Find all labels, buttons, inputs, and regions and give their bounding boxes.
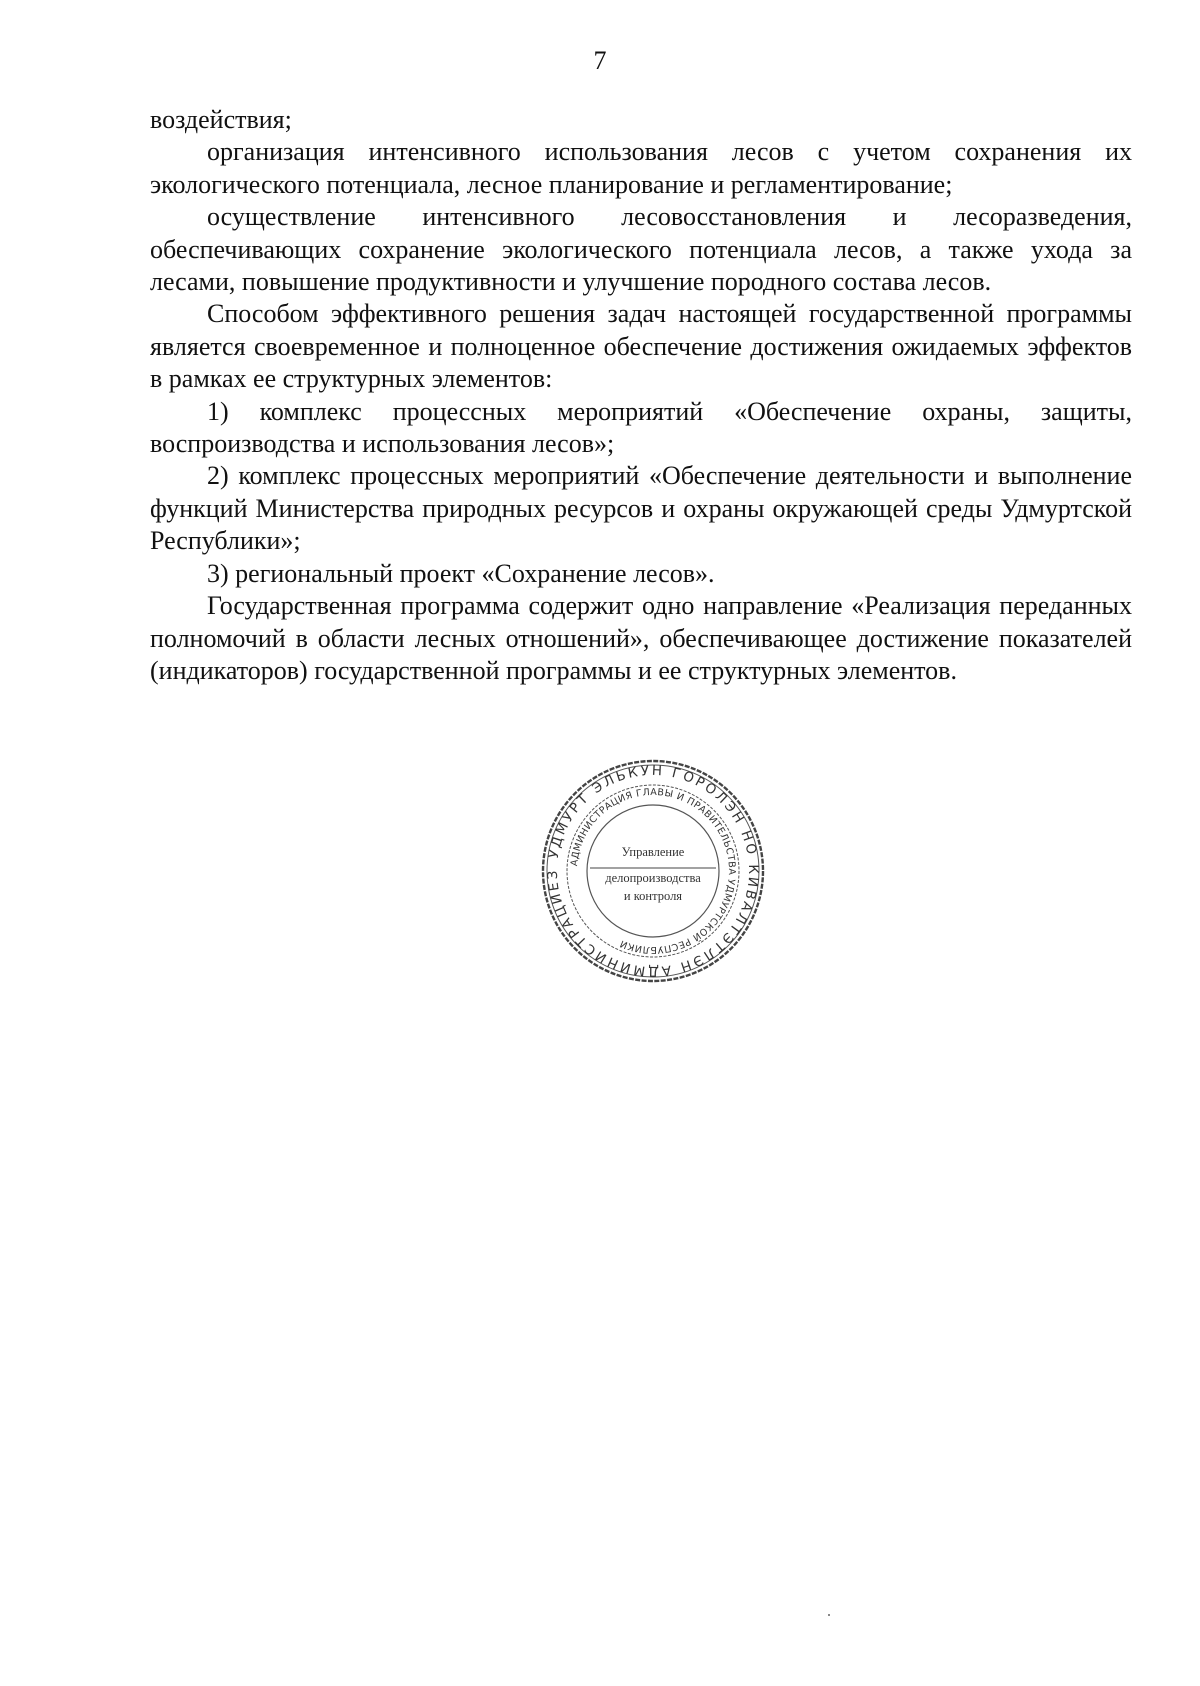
stamp-outer-text: УДМУРТ ЭЛЬКУН ГОРОЛЭН НО КИВАЛТЭТЛЭН АДМИНИСТРАЦИЕЗ bbox=[544, 762, 762, 980]
paragraph-4: Способом эффективного решения задач настоящей государственной программы является своевременное и полноценное обеспечение достижения ожидаемых эффектов в рамках ее структурных элементов: bbox=[150, 299, 1132, 394]
paragraph-2: организация интенсивного использования лесов с учетом сохранения их экологического потенциала, лесное планирование и регламентирование; bbox=[150, 137, 1132, 199]
paragraph-7: 3) региональный проект «Сохранение лесов». bbox=[207, 558, 715, 588]
paragraph-3: осуществление интенсивного лесовосстановления и лесоразведения, обеспечивающих сохранение экологического потенциала лесов, а также ухода за лесами, повышение продуктивности и улучшение породного состава лесов. bbox=[150, 202, 1132, 297]
stamp-center-line-1: Управление bbox=[621, 845, 685, 859]
page-number: 7 bbox=[593, 46, 607, 75]
paragraph-1: воздействия; bbox=[150, 105, 292, 134]
stamp-center-line-2: делопроизводства bbox=[605, 871, 701, 885]
stamp-inner-text: АДМИНИСТРАЦИЯ ГЛАВЫ И ПРАВИТЕЛЬСТВА УДМУРТСКОЙ РЕСПУБЛИКИ bbox=[569, 786, 738, 956]
paragraph-6: 2) комплекс процессных мероприятий «Обеспечение деятельности и выполнение функций Министерства природных ресурсов и охраны окружающей среды Удмуртской Республики»; bbox=[150, 461, 1132, 556]
paragraph-5: 1) комплекс процессных мероприятий «Обеспечение охраны, защиты, воспроизводства и использования лесов»; bbox=[150, 396, 1132, 459]
document-body bbox=[150, 104, 1132, 687]
official-stamp bbox=[540, 758, 766, 984]
stamp-center-line-3: и контроля bbox=[623, 889, 683, 903]
scan-speck bbox=[828, 1614, 830, 1616]
paragraph-8: Государственная программа содержит одно направление «Реализация переданных полномочий в области лесных отношений», обеспечивающее достижение показателей (индикаторов) государственной программы и ее структурных элементов. bbox=[150, 591, 1132, 685]
